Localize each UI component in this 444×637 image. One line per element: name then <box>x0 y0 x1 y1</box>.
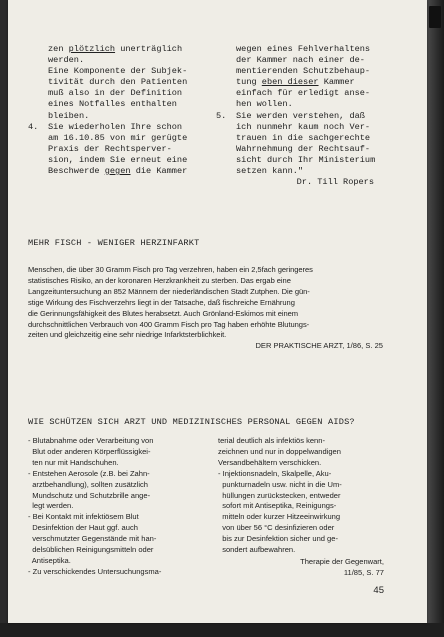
list-line: sofort mit Antiseptika, Reinigungs- <box>218 501 337 511</box>
page-bottom-edge <box>0 623 444 637</box>
article-source-aids <box>218 557 384 579</box>
article-heading-aids: WIE SCHÜTZEN SICH ARZT UND MEDIZINISCHES PERSONAL GEGEN AIDS? <box>28 417 355 427</box>
list-line: von über 56 °C desinfizieren oder <box>218 523 335 533</box>
list-line: terial deutlich als infektiös kenn- <box>218 436 325 445</box>
letter-line: hen wollen. <box>236 99 293 110</box>
letter-line: Beschwerde gegen die Kammer <box>48 166 188 177</box>
letter-line: setzen kann." <box>236 166 304 177</box>
letter-line: der Kammer nach einer de- <box>236 55 365 66</box>
list-line: Blut oder anderen Körperflüssigkei- <box>28 446 151 456</box>
article-line: stige Wirkung des Fischverzehrs liegt in der Tatsache, daß fischreiche Ernährung <box>28 297 295 307</box>
letter-line: mentierenden Schutzbehaup- <box>236 66 371 77</box>
article-line: Langzeituntersuchung an 852 Männern der niederländischen Stadt Zutphen. Die gün- <box>28 286 310 296</box>
paragraph-number: 5. <box>216 110 227 121</box>
list-line: - Blutabnahme oder Verarbeitung von <box>28 436 154 445</box>
list-line: Versandbehältern verschicken. <box>218 457 322 467</box>
numbered-paragraph <box>28 122 213 133</box>
list-line: bis zur Desinfektion sicher und ge- <box>218 534 338 544</box>
letter-line: werden. <box>48 55 85 66</box>
article-line: durchschnittlichen Verbrauch von 400 Gramm Fisch pro Tag haben erhöhte Blutungs- <box>28 319 310 329</box>
list-line: Desinfektion der Haut ggf. auch <box>28 523 138 533</box>
letter-line: sion, indem Sie erneut eine <box>48 154 188 165</box>
list-line: - Bei Kontakt mit infektiösem Blut <box>28 512 139 522</box>
list-line: Antiseptika. <box>28 555 71 565</box>
list-line: - Injektionsnadeln, Skalpelle, Aku- <box>218 468 332 478</box>
letter-column-left <box>28 44 213 177</box>
letter-column-right <box>216 44 376 177</box>
article-line: Menschen, die über 30 Gramm Fisch pro Tag verzehren, haben ein 2,5fach geringeres <box>28 265 313 274</box>
letter-author: Dr. Till Ropers <box>296 177 374 187</box>
letter-line: tung eben dieser Kammer <box>236 77 355 88</box>
letter-line: Wahrnehmung der Rechtsauf- <box>236 143 371 154</box>
list-line: legt werden. <box>28 501 74 511</box>
article-line: zeiten und gleichzeitig eine sehr niedrige Infarktsterblichkeit. <box>28 330 227 340</box>
source-line: 11/85, S. 77 <box>343 567 384 577</box>
numbered-paragraph <box>216 111 376 122</box>
list-line: arztbehandlung), sollten zusätzlich <box>28 479 148 489</box>
source-line: Therapie der Gegenwart, <box>300 557 384 566</box>
underlined-word: gegen <box>104 166 131 177</box>
list-line: delsüblichen Reinigungsmitteln oder <box>28 545 154 555</box>
letter-line: bleiben. <box>48 110 90 121</box>
letter-line: Sie werden verstehen, daß <box>236 110 365 121</box>
list-line: punkturnadeln usw. nicht in die Um- <box>218 479 342 489</box>
list-line: hüllungen zurückstecken, entweder <box>218 490 341 500</box>
article-heading-fish: MEHR FISCH - WENIGER HERZINFARKT <box>28 238 200 248</box>
article-source-fish: DER PRAKTISCHE ARZT, 1/86, S. 25 <box>255 341 383 350</box>
letter-line: Sie wiederholen Ihre schon <box>48 121 183 132</box>
letter-line: wegen eines Fehlverhaltens <box>236 44 371 54</box>
letter-line: trauen in die sachgerechte <box>236 132 371 143</box>
article-line: die Gerinnungsfähigkeit des Blutes herabsetzt. Auch Grönland-Eskimos mit einem <box>28 308 299 318</box>
letter-line: Praxis der Rechtsperver- <box>48 143 172 154</box>
book-spine <box>427 0 444 637</box>
underlined-word: plötzlich <box>68 44 116 54</box>
letter-line: tivität durch den Patienten <box>48 77 188 88</box>
list-line: zeichnen und nur in doppelwandigen <box>218 446 341 456</box>
list-line: mitteln oder kurzer Hitzeeinwirkung <box>218 512 341 522</box>
article-body-fish <box>28 265 384 341</box>
letter-line: einfach für erledigt anse- <box>236 88 371 99</box>
list-line: verschmutzter Gegenstände mit han- <box>28 534 157 544</box>
list-line: - Entstehen Aerosole (z.B. bei Zahn- <box>28 468 150 478</box>
page-number: 45 <box>373 585 384 596</box>
article-aids-column-left <box>28 436 193 578</box>
letter-line: Eine Komponente der Subjek- <box>48 66 188 77</box>
article-aids-column-right <box>218 436 384 556</box>
list-line: Mundschutz und Schutzbrille ange- <box>28 490 151 500</box>
article-line: statistisches Risiko, an der koronaren Herzkrankheit zu sterben. Das ergab eine <box>28 275 291 285</box>
paragraph-number: 4. <box>28 121 39 132</box>
letter-line: zen plötzlich unerträglich <box>48 44 183 54</box>
list-line: ten nur mit Handschuhen. <box>28 457 119 467</box>
list-line: sondert aufbewahren. <box>218 545 296 555</box>
list-line: - Zu verschickendes Untersuchungsma- <box>28 566 162 576</box>
underlined-word: eben dieser <box>261 77 319 88</box>
letter-line: am 16.10.85 von mir gerügte <box>48 132 188 143</box>
letter-line: eines Notfalles enthalten <box>48 99 177 110</box>
letter-line: muß also in der Definition <box>48 88 183 99</box>
letter-line: sicht durch Ihr Ministerium <box>236 154 376 165</box>
corner-mark <box>429 6 441 28</box>
letter-line: ich nunmehr kaum noch Ver- <box>236 121 371 132</box>
